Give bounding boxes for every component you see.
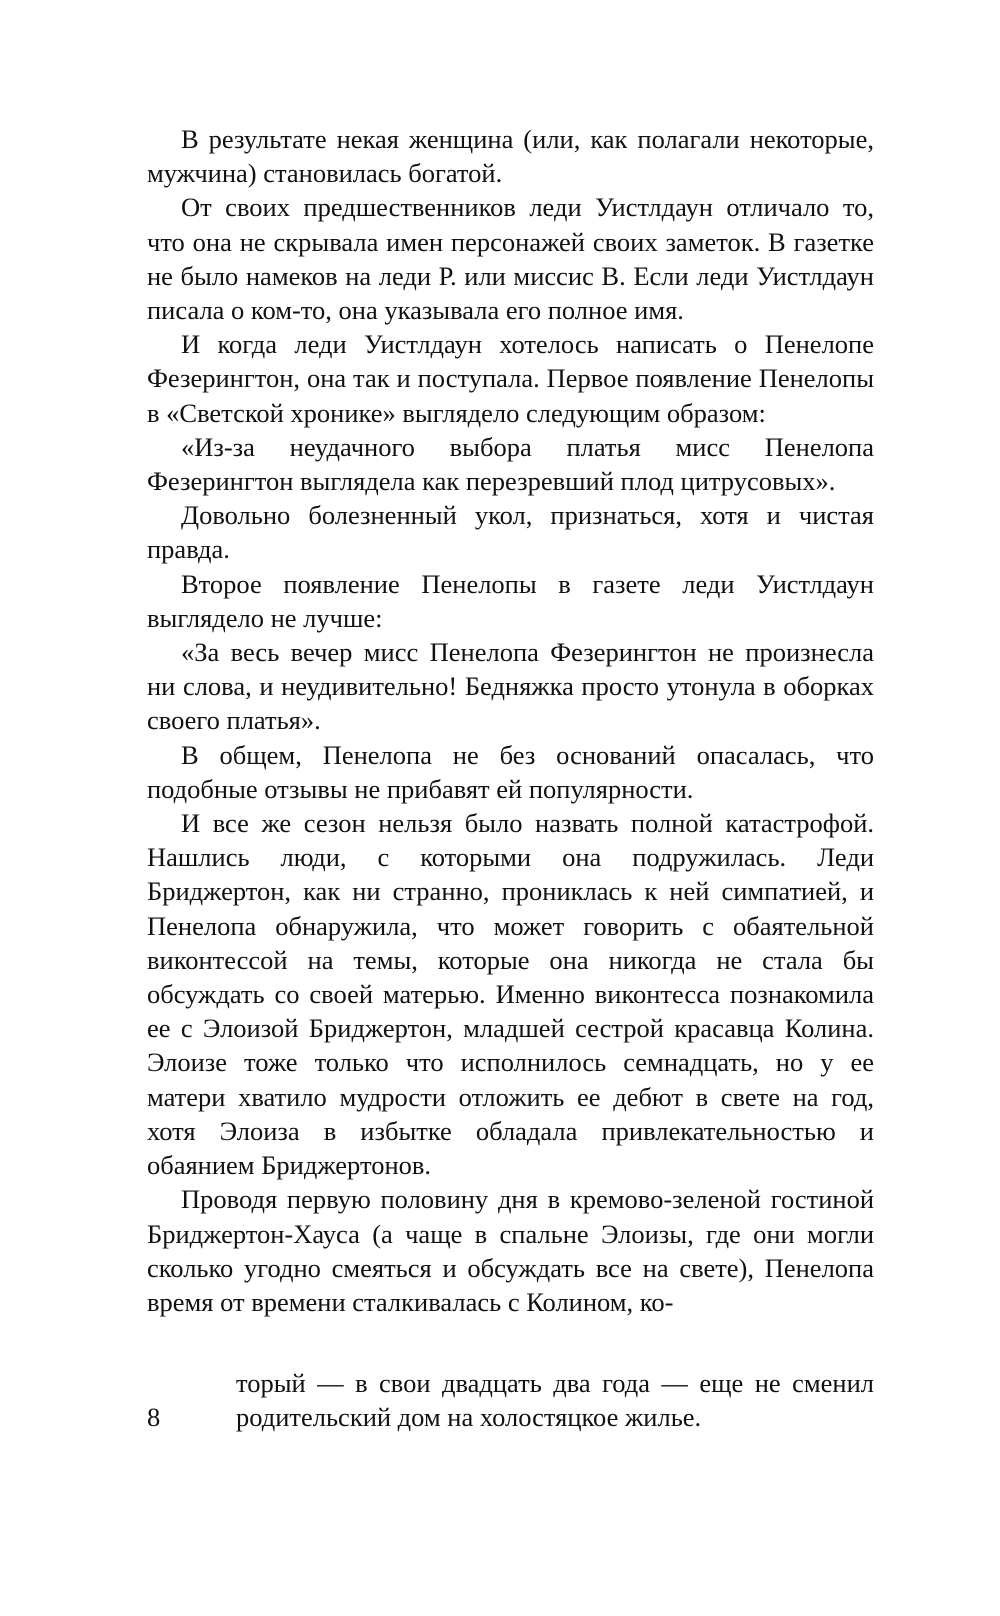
paragraph-8: В общем, Пенелопа не без оснований опасалась, что подобные отзывы не прибавят ей популярности. <box>147 739 874 804</box>
page-number: 8 <box>147 1402 161 1432</box>
main-text <box>147 122 874 1319</box>
paragraph-10: Проводя первую половину дня в кремово-зеленой гостиной Бриджертон-Хауса (а чаще в спальне Элоизы, где они могли сколько угодно смеяться и обсуждать все на свете), Пенелопа время от времени сталкивалась с Колином, ко- <box>147 1184 874 1317</box>
paragraph-4-quote: «Из-за неудачного выбора платья мисс Пенелопа Фезерингтон выглядела как перезревший плод цитрусовых». <box>147 431 874 497</box>
paragraph-9: И все же сезон нельзя было назвать полной катастрофой. Нашлись люди, с которыми она подружилась. Леди Бриджертон, как ни странно, прониклась к ней симпатией, и Пенелопа обнаружила, что может говорить с обаятельной виконтессой на темы, которые она никогда не стала бы обсуждать со своей матерью. Именно виконтесса познакомила ее с Элоизой Бриджертон, младшей сестрой красавца Колина. Элоизе тоже только что исполнилось семнадцать, но у ее матери хватило мудрости отложить ее дебют в свете на год, хотя Элоиза в избытке обладала привлекательностью и обаянием Бриджертонов. <box>147 808 874 1181</box>
paragraph-5: Довольно болезненный укол, признаться, хотя и чистая правда. <box>147 500 874 565</box>
paragraph-1: В результате некая женщина (или, как полагали некоторые, мужчина) становилась богатой. <box>147 124 874 189</box>
tail-line-1: торый — в свои двадцать два года — еще не сменил <box>236 1368 874 1398</box>
paragraph-3: И когда леди Уистлдаун хотелось написать о Пенелопе Фезерингтон, она так и поступала. Первое появление Пенелопы в «Светской хронике» выглядело следующим образом: <box>147 329 874 428</box>
paragraph-10-tail <box>236 1366 874 1434</box>
paragraph-6: Второе появление Пенелопы в газете леди Уистлдаун выглядело не лучше: <box>147 568 874 633</box>
paragraph-2: От своих предшественников леди Уистлдаун отличало то, что она не скрывала имен персонажей своих заметок. В газетке не было намеков на леди Р. или миссис В. Если леди Уистлдаун писала о ком-то, она указывала его полное имя. <box>147 192 874 326</box>
tail-line-2: родительский дом на холостяцкое жилье. <box>236 1402 702 1433</box>
paragraph-7-quote: «За весь вечер мисс Пенелопа Фезерингтон не произнесла ни слова, и неудивительно! Бедняжка просто утонула в оборках своего платья». <box>147 637 874 736</box>
